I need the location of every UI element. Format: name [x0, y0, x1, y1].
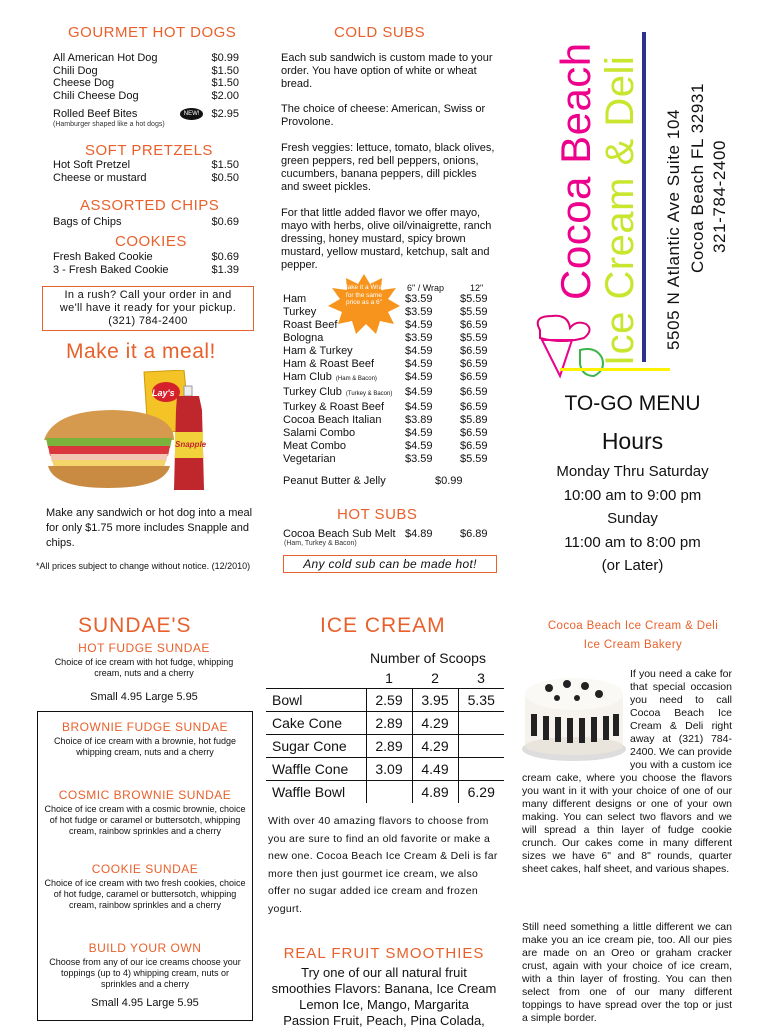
- table-header-row: [266, 668, 504, 689]
- ice-cream-title: ICE CREAM: [320, 614, 446, 637]
- sub-row: [283, 414, 495, 427]
- price-cell: [366, 781, 412, 804]
- row-label: Sugar Cone: [266, 735, 366, 758]
- hours-sunday-label: Sunday: [607, 510, 658, 527]
- hot-sub-note: (Ham, Turkey & Bacon): [284, 540, 357, 547]
- hotdogs-list: [53, 52, 239, 102]
- menu-item-row: [53, 264, 239, 277]
- scoops-label: Number of Scoops: [370, 650, 486, 666]
- item-name: Cheese Dog: [53, 77, 115, 89]
- price-cell: 2.89: [366, 735, 412, 758]
- item-name: Fresh Baked Cookie: [53, 251, 153, 263]
- hours-title: Hours: [601, 428, 664, 454]
- price-cell: 2.89: [366, 712, 412, 735]
- item-name: Hot Soft Pretzel: [53, 159, 131, 171]
- menu-item-row: [53, 90, 239, 103]
- item-price-6: $4.59: [405, 345, 433, 357]
- sundae-desc: Choice of ice cream with a cosmic brownie, choice of hot fudge or caramel or buttersotch, whipping cream, rainbow sprinkles and a cherry: [44, 804, 246, 836]
- new-badge: NEW!: [180, 108, 204, 120]
- item-name: Vegetarian: [283, 453, 336, 465]
- item-name: Meat Combo: [283, 440, 346, 452]
- item-name: Peanut Butter & Jelly: [283, 475, 386, 487]
- sundaes-box-price: Small 4.95 Large 5.95: [91, 997, 199, 1009]
- item-name: Cocoa Beach Italian: [283, 414, 382, 426]
- sub-row: [283, 332, 495, 345]
- bites-note: (Hamburger shaped like a hot dogs): [53, 121, 165, 128]
- cookies-list: [53, 251, 239, 276]
- price-cell: 4.49: [412, 758, 458, 781]
- rush-box: [42, 286, 254, 331]
- brand-accent-bar: [642, 32, 646, 362]
- brand-panel: [520, 28, 745, 388]
- pbj-row: [283, 475, 495, 488]
- item-name: Chili Cheese Dog: [53, 89, 139, 102]
- hours-later: (or Later): [601, 557, 664, 574]
- item-price: $2.00: [211, 89, 239, 102]
- item-price: $1.50: [211, 77, 239, 89]
- price-cell: 4.89: [412, 781, 458, 804]
- brand-phone: 321-784-2400: [710, 139, 729, 253]
- rush-line-1: In a rush? Call your order in and: [64, 289, 232, 301]
- sub-row: [283, 319, 495, 332]
- item-name: Salami Combo: [283, 427, 356, 439]
- item-name: Bologna: [283, 332, 324, 344]
- item-name: Turkey Club (Turkey & Bacon): [283, 386, 393, 398]
- price-cell: 2.59: [366, 689, 412, 712]
- cold-subs-intro: Each sub sandwich is custom made to your order. You have option of white or wheat bread.: [281, 52, 493, 90]
- item-price-12: $6.89: [460, 528, 488, 540]
- col-12: 12": [470, 283, 484, 293]
- hours-weekday-label: Monday Thru Saturday: [556, 463, 709, 480]
- row-label: Waffle Bowl: [266, 781, 366, 804]
- sub-row: [283, 371, 495, 386]
- item-price: $1.50: [211, 159, 239, 171]
- item-name: Ham & Turkey: [283, 345, 353, 357]
- item-name: Ham: [283, 293, 307, 305]
- cold-subs-title: COLD SUBS: [334, 24, 426, 41]
- brand-name-line-2: Ice Cream & Deli: [598, 55, 642, 366]
- sandwich-icon: [44, 370, 254, 500]
- item-price-6: $3.89: [405, 414, 433, 426]
- rush-line-2: we'll have it ready for your pickup.: [59, 302, 237, 314]
- item-price-12: $6.59: [460, 345, 488, 357]
- item-price: $0.69: [211, 251, 239, 263]
- ice-cream-text: With over 40 amazing flavors to choose from you are sure to find an old favorite or make a new one. Cocoa Beach Ice Cream & Deli is far more then just gourmet ice cream, we also offer no sugar added ice cream and frozen yogurt.: [268, 815, 498, 915]
- meal-text: Make any sandwich or hot dog into a meal for only $1.75 more includes Snapple and chips.: [46, 507, 253, 549]
- item-price-6: $4.59: [405, 401, 433, 413]
- item-price: $0.69: [211, 216, 239, 228]
- sundae-title: BROWNIE FUDGE SUNDAE: [61, 720, 228, 734]
- smoothies-line-1: Try one of our all natural fruit: [301, 965, 467, 980]
- item-price-12: $5.59: [460, 293, 488, 305]
- item-price-6: $3.59: [405, 453, 433, 465]
- table-row: [266, 689, 504, 712]
- item-price-6: $4.59: [405, 371, 433, 383]
- scoops-column-header: 1: [385, 670, 393, 686]
- bakery-paragraph-2: Still need something a little different we can make you an ice cream pie, too. All our pies are made on an Oreo or graham cracker crust, again with your choice of ice cream, with a thin layer of frosting. You can then select from one of our many different toppings to have spread over the top or just a simple border.: [522, 921, 732, 1024]
- item-price-12: $5.89: [460, 414, 488, 426]
- pretzels-title: SOFT PRETZELS: [85, 142, 213, 159]
- cake-spacer: [522, 668, 630, 760]
- cookies-title: COOKIES: [115, 233, 187, 250]
- meal-illustration: [44, 370, 254, 500]
- sundae-desc: Choice of ice cream with two fresh cookies, choice of hot fudge, caramel or buttersotch, whipping cream, rainbow sprinkles and a cherry: [44, 878, 246, 910]
- item-name: Cheese or mustard: [53, 171, 147, 184]
- scoops-column-header: 2: [431, 670, 439, 686]
- item-note: (Ham & Bacon): [335, 376, 377, 382]
- item-note: (Turkey & Bacon): [345, 391, 393, 397]
- menu-item-row: [53, 159, 239, 172]
- smoothies-line-3: Lemon Ice, Mango, Margarita: [299, 997, 469, 1012]
- item-price: $0.99: [211, 52, 239, 64]
- brand-name-line-1: Cocoa Beach: [552, 42, 599, 300]
- address-line-1: 5505 N Atlantic Ave Suite 104: [664, 108, 683, 350]
- item-price-6: $4.89: [405, 528, 433, 540]
- scoops-column-header: 3: [477, 670, 485, 686]
- item-price-6: $4.59: [405, 358, 433, 370]
- item-price: $0.99: [435, 475, 463, 487]
- table-row: [266, 712, 504, 735]
- item-price-12: $6.59: [460, 427, 488, 439]
- hot-sub-row: [283, 528, 495, 541]
- item-price-12: $6.59: [460, 440, 488, 452]
- price-cell: 3.09: [366, 758, 412, 781]
- row-label: Cake Cone: [266, 712, 366, 735]
- hot-fudge-price: Small 4.95 Large 5.95: [90, 691, 198, 703]
- price-cell: 4.29: [412, 712, 458, 735]
- item-price-12: $5.59: [460, 306, 488, 318]
- price-cell: 6.29: [458, 781, 504, 804]
- sundae-desc: Choice of ice cream with a brownie, hot fudge whipping cream, nuts and a cherry: [53, 736, 237, 757]
- hotdogs-title: GOURMET HOT DOGS: [68, 24, 237, 41]
- item-name: All American Hot Dog: [53, 52, 158, 64]
- smoothies-title: REAL FRUIT SMOOTHIES: [283, 945, 485, 962]
- hot-sub-box: Any cold sub can be made hot!: [283, 555, 497, 573]
- price-cell: 5.35: [458, 689, 504, 712]
- item-name: 3 - Fresh Baked Cookie: [53, 263, 169, 276]
- item-name: Turkey: [283, 306, 317, 318]
- item-price-6: $4.59: [405, 319, 433, 331]
- sundae-title: COOKIE SUNDAE: [91, 862, 199, 876]
- price-cell: 3.95: [412, 689, 458, 712]
- make-meal-title: Make it a meal!: [66, 340, 216, 363]
- row-label: Waffle Cone: [266, 758, 366, 781]
- item-price: $1.39: [211, 263, 239, 276]
- wrap-burst-text: Make it a Wrap for the same price as a 6": [342, 284, 386, 306]
- bakery-title-2: Ice Cream Bakery: [583, 639, 683, 651]
- chips-brand: Lay's: [152, 388, 175, 398]
- sub-row: [283, 345, 495, 358]
- hot-fudge-title: HOT FUDGE SUNDAE: [78, 641, 210, 655]
- item-name: Turkey & Roast Beef: [283, 401, 385, 413]
- item-price: $0.50: [211, 171, 239, 184]
- item-price: $2.95: [211, 108, 239, 120]
- item-name: Roast Beef: [283, 319, 338, 331]
- sundaes-title: SUNDAE'S: [78, 614, 192, 637]
- item-price-6: $3.59: [405, 306, 433, 318]
- drink-brand: Snapple: [175, 440, 207, 449]
- price-cell: 4.29: [412, 735, 458, 758]
- price-cell: [458, 735, 504, 758]
- rush-phone: (321) 784-2400: [108, 315, 188, 327]
- sub-row: [283, 440, 495, 453]
- col-6-wrap: 6" / Wrap: [407, 283, 445, 293]
- table-row: [266, 781, 504, 804]
- table-row: [266, 758, 504, 781]
- cold-subs-flavor: For that little added flavor we offer mayo, mayo with herbs, olive oil/vinaigrette, ranch dressing, honey mustard, spicy brown mustard, yellow mustard, ketchup, salt and pepper.: [281, 207, 492, 271]
- to-go-title: TO-GO MENU: [564, 392, 701, 415]
- sub-row: [283, 453, 495, 466]
- item-price-6: $3.59: [405, 332, 433, 344]
- sundaes-box: [37, 711, 253, 1021]
- address-line-2: Cocoa Beach FL 32931: [688, 83, 707, 273]
- hours-block: [520, 460, 745, 578]
- price-cell: [458, 758, 504, 781]
- rolled-beef-bites-row: [53, 108, 239, 121]
- hours-weekday: 10:00 am to 9:00 pm: [563, 486, 702, 504]
- smoothies-text: [262, 965, 506, 1029]
- item-price-6: $3.59: [405, 293, 433, 305]
- menu-item-row: [53, 65, 239, 78]
- bakery-title-1: Cocoa Beach Ice Cream & Deli: [547, 620, 719, 632]
- item-name: Ham & Roast Beef: [283, 358, 375, 370]
- hours-sunday: 11:00 am to 8:00 pm: [564, 533, 701, 551]
- chips-title: ASSORTED CHIPS: [80, 197, 220, 214]
- item-price-12: $6.59: [460, 386, 488, 398]
- table-row: [266, 735, 504, 758]
- menu-item-row: [53, 251, 239, 264]
- item-name: Cocoa Beach Sub Melt: [283, 528, 396, 540]
- menu-item-row: [53, 52, 239, 65]
- sundae-title: COSMIC BROWNIE SUNDAE: [58, 788, 232, 802]
- item-price-12: $6.59: [460, 371, 488, 383]
- brand-underline: [560, 368, 670, 371]
- sub-row: [283, 427, 495, 440]
- item-price-6: $4.59: [405, 427, 433, 439]
- item-name: Bags of Chips: [53, 216, 122, 228]
- menu-item-row: [53, 172, 239, 185]
- row-label: Bowl: [266, 689, 366, 712]
- item-name: Chili Dog: [53, 64, 98, 77]
- item-price-12: $6.59: [460, 319, 488, 331]
- bakery-paragraph-1: If you need a cake for that special occasion you need to call Cocoa Beach Ice Cream & Deli right away at (321) 784-2400. We can provide you with a custom ice cream cake, where you choose the flavors you want in it with your choice of one of our many different designs or one of your own making. You can select two flavors and we will spread a thin layer of fudge cookie crunch. Our cakes come in many different sizes we have 6" and 8" rounds, quarter sheet cakes, half sheet, and various shapes.: [522, 668, 732, 875]
- bakery-text: [522, 668, 732, 876]
- sub-row: [283, 358, 495, 371]
- sub-row: [283, 306, 495, 319]
- item-name: Ham Club (Ham & Bacon): [283, 371, 377, 383]
- price-cell: [458, 712, 504, 735]
- sub-row: [283, 386, 495, 401]
- hot-subs-title: HOT SUBS: [337, 506, 418, 523]
- menu-item-row: [53, 77, 239, 90]
- item-price: $1.50: [211, 64, 239, 77]
- smoothies-line-4: Passion Fruit, Peach, Pina Colada,: [283, 1013, 485, 1028]
- sundae-desc: Choose from any of our ice creams choose your toppings (up to 4) whipping cream, nuts or sprinkles and a cherry: [49, 957, 241, 989]
- sub-row: [283, 401, 495, 414]
- item-price-6: $4.59: [405, 386, 433, 398]
- cold-subs-veggies: Fresh veggies: lettuce, tomato, black olives, green peppers, red bell peppers, onions, cucumbers, banana peppers, dill pickles and sweet pickles.: [281, 142, 495, 193]
- item-price-12: $5.59: [460, 453, 488, 465]
- price-disclaimer: *All prices subject to change without notice. (12/2010): [36, 561, 251, 571]
- cold-subs-list: [283, 293, 495, 466]
- cold-subs-cheese: The choice of cheese: American, Swiss or Provolone.: [281, 103, 486, 128]
- pretzels-list: [53, 159, 239, 184]
- item-price-6: $4.59: [405, 440, 433, 452]
- item-price-12: $6.59: [460, 358, 488, 370]
- hot-fudge-desc: Choice of ice cream with hot fudge, whipping cream, nuts and a cherry: [54, 657, 234, 678]
- ice-cream-table: [266, 668, 504, 803]
- sundae-title: BUILD YOUR OWN: [88, 941, 202, 955]
- smoothies-line-2: smoothies Flavors: Banana, Ice Cream: [271, 981, 497, 996]
- item-price-12: $6.59: [460, 401, 488, 413]
- item-name: Rolled Beef Bites: [53, 108, 138, 120]
- chips-row: [53, 216, 239, 229]
- item-price-12: $5.59: [460, 332, 488, 344]
- sub-row: [283, 293, 495, 306]
